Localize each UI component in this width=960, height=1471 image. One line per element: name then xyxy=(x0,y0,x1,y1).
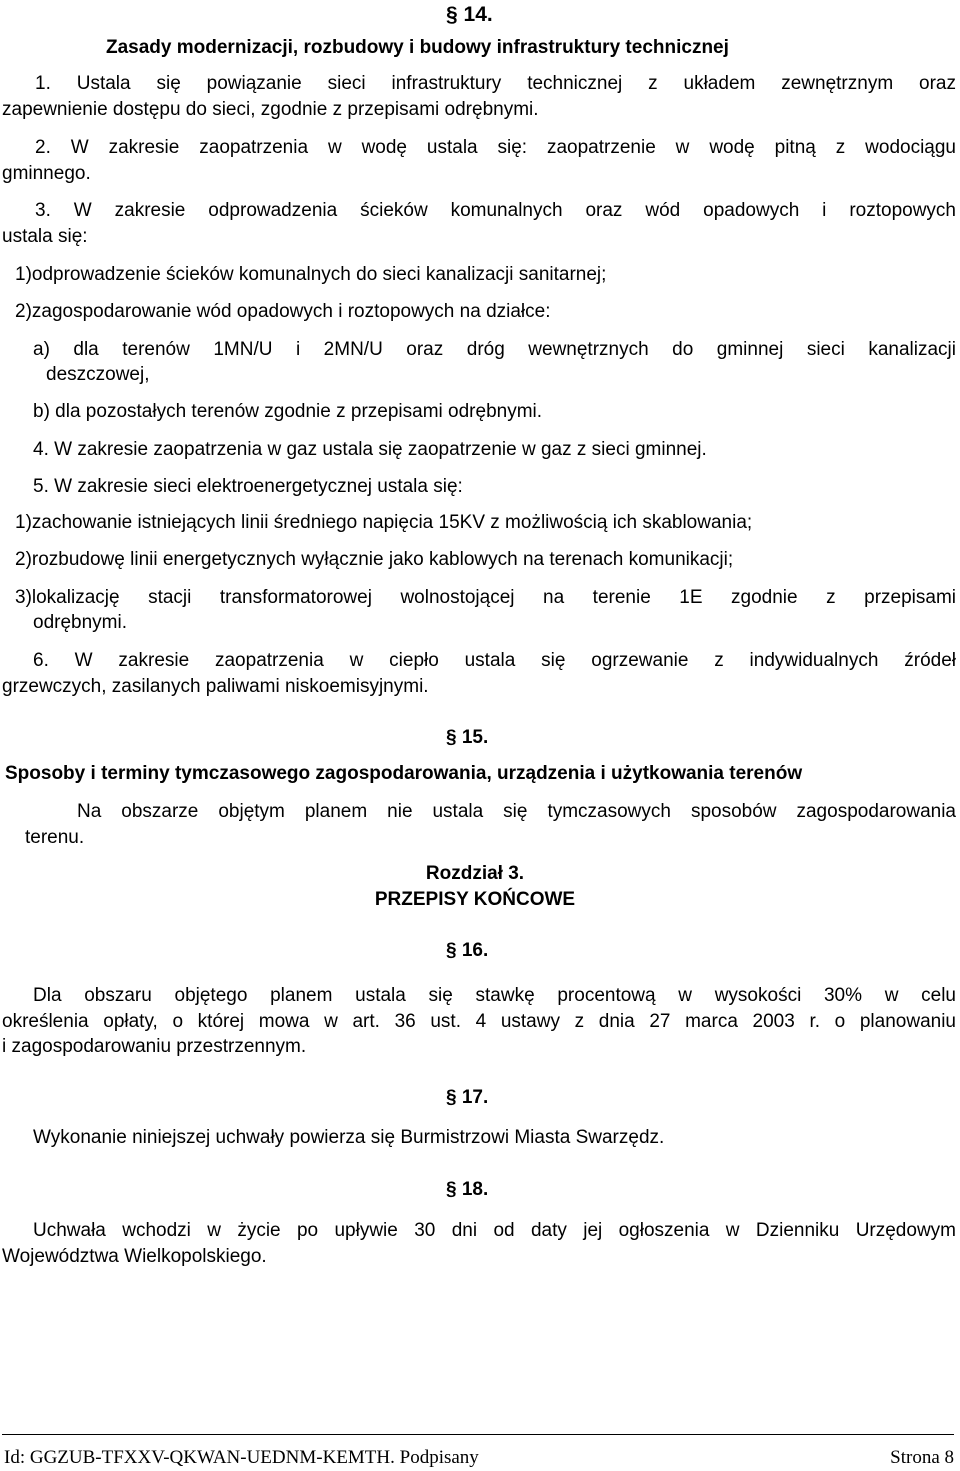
section-17-header: § 17. xyxy=(446,1087,489,1108)
section-15-header: § 15. xyxy=(446,727,489,748)
s14-p2-line2: gminnego. xyxy=(2,163,91,184)
s14-p5-item3-line1: 3)lokalizację stacji transformatorowej wolnostojącej na terenie 1E zgodnie z przepisami xyxy=(15,587,956,608)
s18-p-line1: Uchwała wchodzi w życie po upływie 30 dni od daty jej ogłoszenia w Dzienniku Urzędowym xyxy=(33,1220,956,1241)
footer-document-id: Id: GGZUB-TFXXV-QKWAN-UEDNM-KEMTH. Podpisany xyxy=(4,1447,479,1468)
s14-p5-item1: 1)zachowanie istniejących linii średniego napięcia 15KV z możliwością ich skablowania; xyxy=(15,512,753,533)
s14-p6-line1: 6. W zakresie zaopatrzenia w ciepło ustala się ogrzewanie z indywidualnych źródeł xyxy=(33,650,956,671)
footer-page-number: Strona 8 xyxy=(890,1447,954,1468)
s15-p-line2: terenu. xyxy=(25,827,85,848)
s14-p3-line2: ustala się: xyxy=(2,226,88,247)
section-16-header: § 16. xyxy=(446,940,489,961)
s14-p3-item2: 2)zagospodarowanie wód opadowych i roztopowych na działce: xyxy=(15,301,551,322)
s14-p5-item2: 2)rozbudowę linii energetycznych wyłącznie jako kablowych na terenach komunikacji; xyxy=(15,549,734,570)
s16-p-line2: określenia opłaty, o której mowa w art. 36 ust. 4 ustawy z dnia 27 marca 2003 r. o planowaniu xyxy=(2,1011,956,1032)
s14-p1-line2: zapewnienie dostępu do sieci, zgodnie z przepisami odrębnymi. xyxy=(2,99,539,120)
s14-p5: 5. W zakresie sieci elektroenergetycznej ustala się: xyxy=(33,476,463,497)
section-18-header: § 18. xyxy=(446,1179,489,1200)
chapter-title: PRZEPISY KOŃCOWE xyxy=(374,889,576,910)
chapter-label: Rozdział 3. xyxy=(425,863,525,884)
footer-divider xyxy=(2,1434,954,1435)
s14-p3-subitem-b: b) dla pozostałych terenów zgodnie z przepisami odrębnymi. xyxy=(33,401,543,422)
s17-p: Wykonanie niniejszej uchwały powierza się Burmistrzowi Miasta Swarzędz. xyxy=(33,1127,665,1148)
s15-p-line1: Na obszarze objętym planem nie ustala się tymczasowych sposobów zagospodarowania xyxy=(77,801,956,822)
s14-p3-subitem-a-line1: a) dla terenów 1MN/U i 2MN/U oraz dróg wewnętrznych do gminnej sieci kanalizacji xyxy=(33,339,956,360)
s14-p3-line1: 3. W zakresie odprowadzenia ścieków komunalnych oraz wód opadowych i roztopowych xyxy=(35,200,956,221)
section-15-title: Sposoby i terminy tymczasowego zagospodarowania, urządzenia i użytkowania terenów xyxy=(5,763,803,784)
s14-p6-line2: grzewczych, zasilanych paliwami niskoemisyjnymi. xyxy=(2,676,429,697)
section-14-header: § 14. xyxy=(446,3,493,26)
s16-p-line1: Dla obszaru objętego planem ustala się stawkę procentową w wysokości 30% w celu xyxy=(33,985,956,1006)
s14-p2-line1: 2. W zakresie zaopatrzenia w wodę ustala się: zaopatrzenie w wodę pitną z wodociągu xyxy=(35,137,956,158)
s14-p4: 4. W zakresie zaopatrzenia w gaz ustala się zaopatrzenie w gaz z sieci gminnej. xyxy=(33,439,707,460)
s14-p3-subitem-a-line2: deszczowej, xyxy=(46,364,150,385)
s14-p1-line1: 1. Ustala się powiązanie sieci infrastruktury technicznej z układem zewnętrznym oraz xyxy=(35,73,956,94)
s14-p5-item3-line2: odrębnymi. xyxy=(33,612,127,633)
s18-p-line2: Województwa Wielkopolskiego. xyxy=(2,1246,267,1267)
s14-p3-item1: 1)odprowadzenie ścieków komunalnych do sieci kanalizacji sanitarnej; xyxy=(15,264,607,285)
s16-p-line3: i zagospodarowaniu przestrzennym. xyxy=(2,1036,307,1057)
section-14-title: Zasady modernizacji, rozbudowy i budowy infrastruktury technicznej xyxy=(106,37,729,58)
